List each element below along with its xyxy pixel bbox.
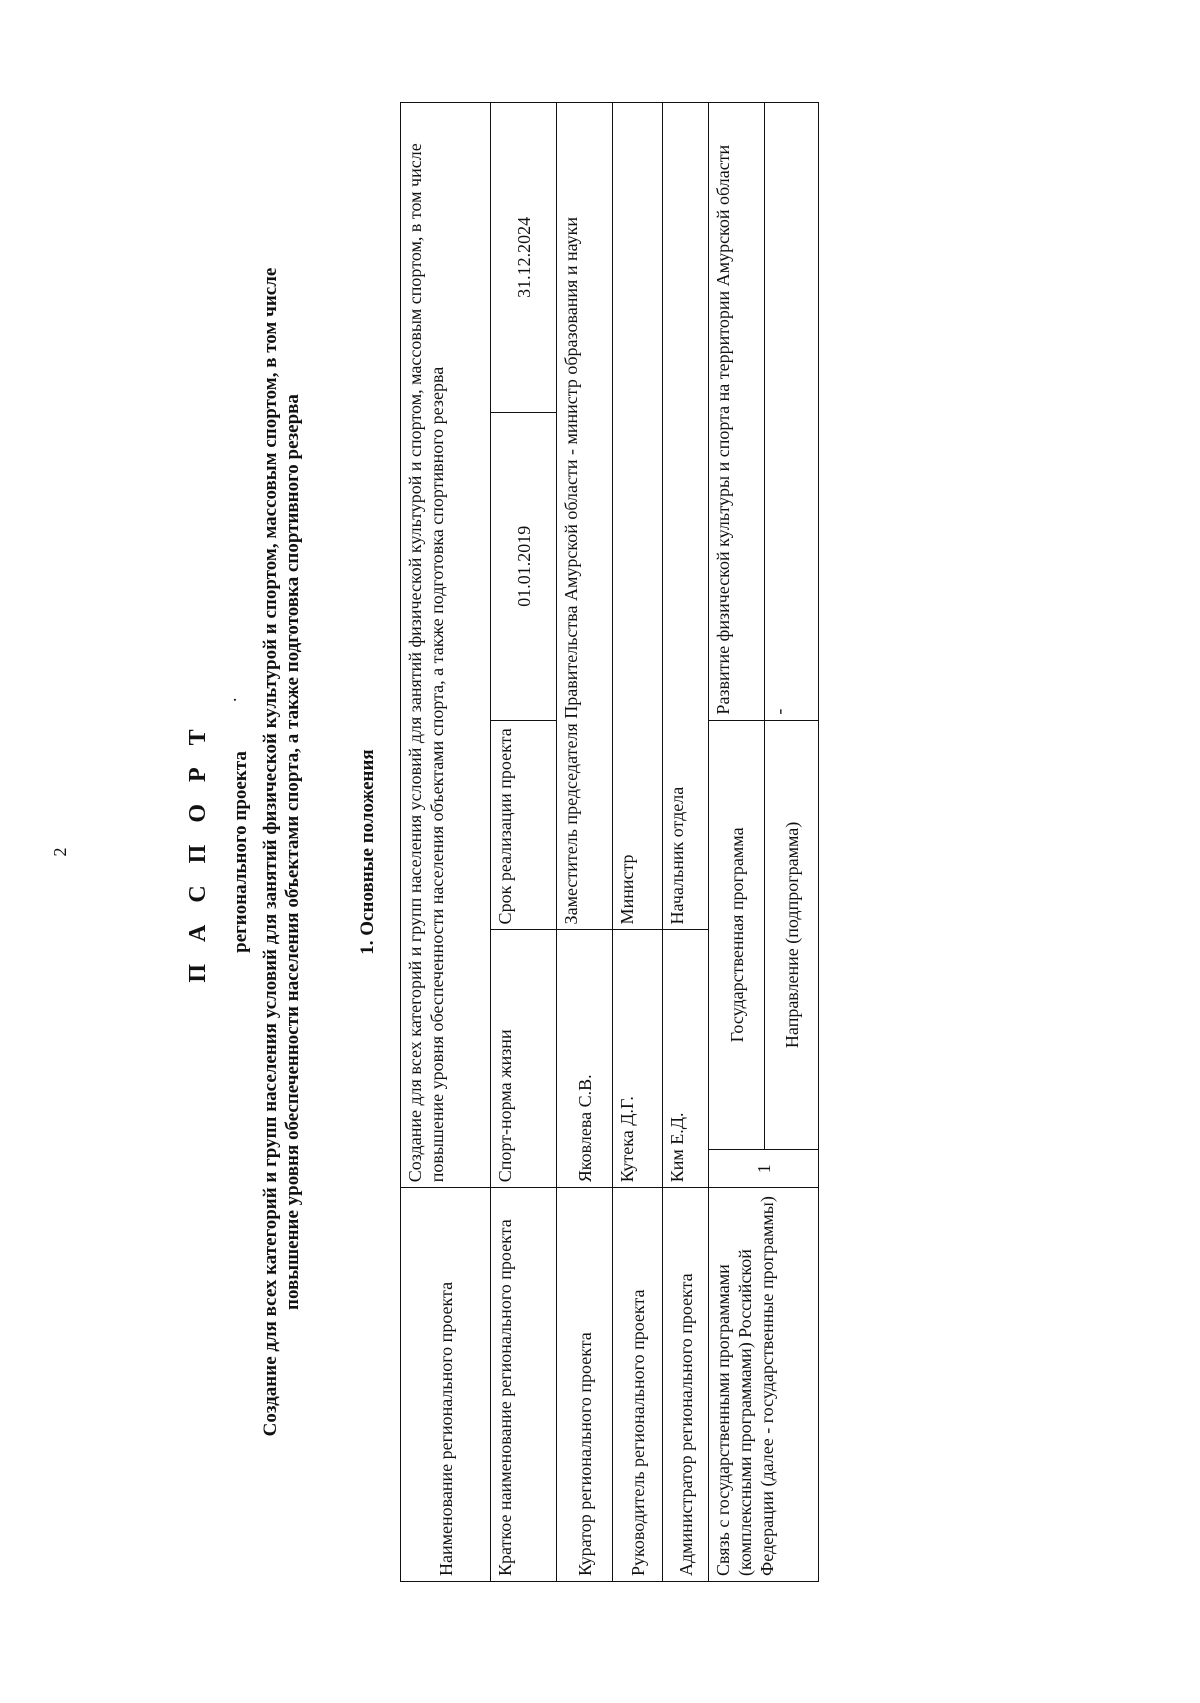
table-row — [709, 102, 765, 1581]
direction-label: Направление (подпрограмма) — [765, 720, 819, 1150]
head-name: Кутека Д.Г. — [613, 929, 663, 1187]
row-value-short: Спорт-норма жизни — [491, 929, 557, 1187]
row-label-term: Срок реализации проекта — [491, 720, 557, 930]
direction-value: - — [765, 102, 819, 720]
table-row — [557, 102, 613, 1581]
curator-name: Яковлева С.В. — [557, 929, 613, 1187]
table-row — [401, 102, 491, 1581]
term-start-date: 01.01.2019 — [491, 412, 557, 720]
curator-position: Заместитель председателя Правительства Амурской области - министр образования и науки — [557, 102, 613, 929]
document-subheading: регионального проекта — [230, 750, 251, 953]
table-row — [613, 102, 663, 1581]
document-heading: П А С П О Р Т — [185, 720, 211, 983]
section-title: 1. Основные положения — [357, 748, 378, 955]
admin-position: Начальник отдела — [663, 102, 709, 929]
table-row — [491, 102, 557, 1581]
link-number: 1 — [709, 1149, 819, 1187]
row-label-curator: Куратор регионального проекта — [557, 1187, 613, 1581]
row-label-admin: Администратор регионального проекта — [663, 1187, 709, 1581]
rotated-content — [30, 52, 1170, 1652]
row-value-name: Создание для всех категорий и групп населения условий для занятий физической культурой и спортом, массовым спортом, в том числе повышение уровня обеспеченности населения объектами спорта, а также подготовка спортивного резерва — [401, 102, 491, 1187]
admin-name: Ким Е.Д. — [663, 929, 709, 1187]
table-row — [663, 102, 709, 1581]
row-label-link: Связь с государственными программами (комплексными программами) Российской Федерации (далее - государственные программы) — [709, 1187, 819, 1581]
head-position: Министр — [613, 102, 663, 929]
project-title: Создание для всех категорий и групп населения условий для занятий физической культурой и спортом, массовым спортом, в том числе повышение уровня обеспеченности населения объектами спорта, а также подготовка спортивного резерва — [260, 267, 303, 1436]
row-label-head: Руководитель регионального проекта — [613, 1187, 663, 1581]
project-table — [400, 102, 819, 1582]
page-number: 2 — [50, 847, 70, 856]
program-label: Государственная программа — [709, 720, 765, 1150]
term-end-date: 31.12.2024 — [491, 102, 557, 412]
program-value: Развитие физической культуры и спорта на территории Амурской области — [709, 102, 765, 720]
row-label-short: Краткое наименование регионального проекта — [491, 1187, 557, 1581]
stray-mark: . — [220, 697, 240, 702]
row-label-name: Наименование регионального проекта — [401, 1187, 491, 1581]
